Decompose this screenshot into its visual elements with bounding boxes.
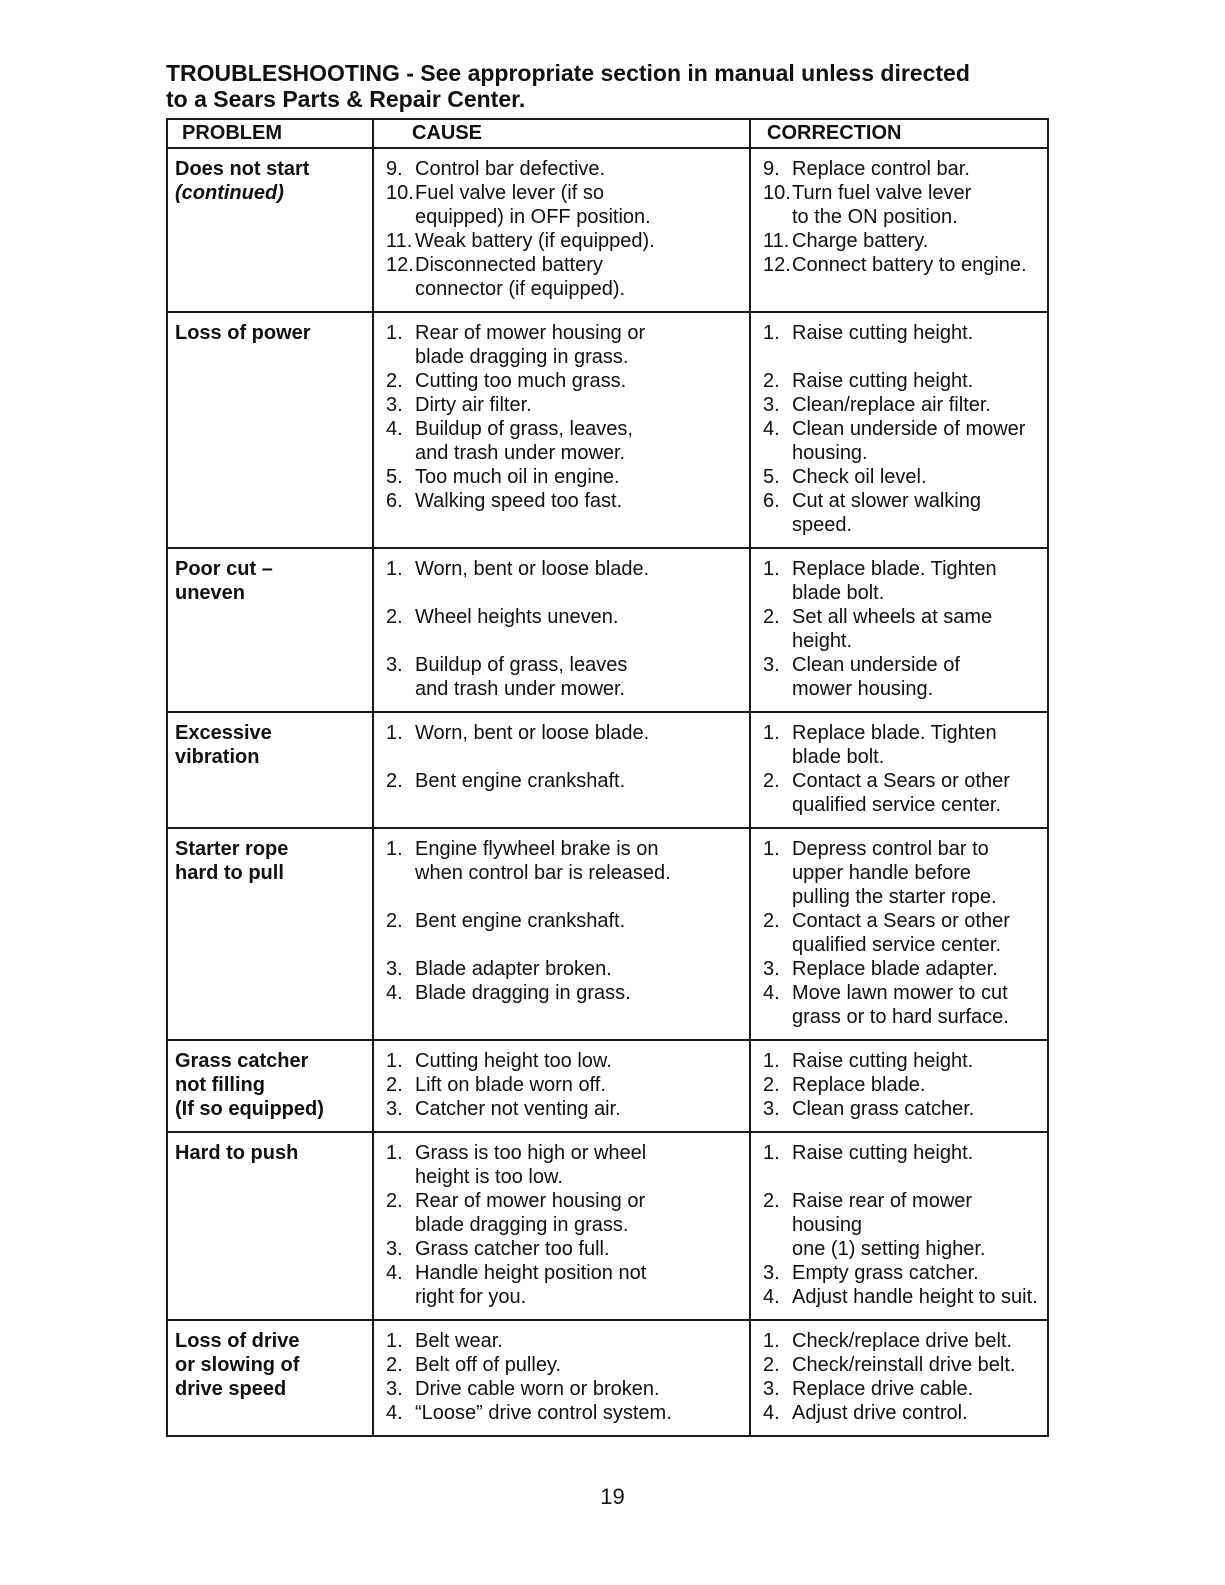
cause-item bbox=[382, 1329, 741, 1353]
item-text: Set all wheels at same bbox=[792, 606, 993, 628]
item-text: Blade dragging in grass. bbox=[415, 982, 631, 1004]
item-text: mower housing. bbox=[792, 678, 934, 700]
item-text: Adjust drive control. bbox=[792, 1402, 968, 1424]
problem-cell bbox=[167, 312, 373, 548]
problem-text: Starter rope bbox=[175, 838, 289, 860]
correction-item bbox=[759, 181, 1039, 229]
item-text: Drive cable worn or broken. bbox=[415, 1378, 660, 1400]
cause-item bbox=[382, 981, 741, 1005]
cause-list bbox=[382, 1049, 741, 1121]
item-number: 1. bbox=[763, 558, 780, 580]
cause-cell bbox=[373, 312, 750, 548]
item-text: Catcher not venting air. bbox=[415, 1098, 621, 1120]
item-text: Bent engine crankshaft. bbox=[415, 770, 626, 792]
item-text: Turn fuel valve lever bbox=[792, 182, 972, 204]
item-text: Replace control bar. bbox=[792, 158, 970, 180]
item-text: Adjust handle height to suit. bbox=[792, 1286, 1038, 1308]
cause-item bbox=[382, 557, 741, 581]
item-number: 1. bbox=[386, 558, 403, 580]
cause-item bbox=[382, 1141, 741, 1189]
item-text: Replace drive cable. bbox=[792, 1378, 974, 1400]
item-text: housing. bbox=[792, 442, 868, 464]
correction-item bbox=[759, 1261, 1039, 1285]
item-text: Charge battery. bbox=[792, 230, 929, 252]
item-number: 3. bbox=[763, 394, 780, 416]
item-number: 3. bbox=[763, 1378, 780, 1400]
correction-cell bbox=[750, 1040, 1048, 1132]
item-number: 4. bbox=[386, 1402, 403, 1424]
problem-text: Excessive bbox=[175, 722, 272, 744]
table-row bbox=[167, 712, 1048, 828]
cause-list bbox=[382, 321, 741, 513]
problem-text: uneven bbox=[175, 582, 246, 604]
item-text: Contact a Sears or other bbox=[792, 770, 1010, 792]
table-body bbox=[167, 148, 1048, 1436]
cause-item bbox=[382, 957, 741, 981]
item-text: Replace blade. Tighten bbox=[792, 722, 997, 744]
cause-item bbox=[382, 1377, 741, 1401]
correction-item bbox=[759, 981, 1039, 1029]
correction-item bbox=[759, 1353, 1039, 1377]
item-text: Clean/replace air filter. bbox=[792, 394, 991, 416]
item-number: 3. bbox=[763, 958, 780, 980]
cause-item bbox=[382, 489, 741, 513]
item-text: Replace blade adapter. bbox=[792, 958, 998, 980]
problem-text: or slowing of bbox=[175, 1354, 300, 1376]
item-number: 1. bbox=[386, 1142, 403, 1164]
cause-item bbox=[382, 769, 741, 793]
item-text: Raise rear of mower housing bbox=[792, 1190, 973, 1236]
cause-cell bbox=[373, 548, 750, 712]
item-number: 1. bbox=[386, 322, 403, 344]
problem-cell bbox=[167, 1320, 373, 1436]
correction-cell bbox=[750, 1132, 1048, 1320]
item-text: Replace blade. bbox=[792, 1074, 926, 1096]
item-text: Raise cutting height. bbox=[792, 370, 974, 392]
item-text: and trash under mower. bbox=[415, 678, 626, 700]
correction-item bbox=[759, 1189, 1039, 1261]
item-number: 12. bbox=[386, 254, 414, 276]
item-number: 11. bbox=[763, 230, 790, 252]
item-number: 4. bbox=[763, 1402, 780, 1424]
cause-item bbox=[382, 417, 741, 465]
cause-item bbox=[382, 1097, 741, 1121]
cause-item bbox=[382, 1261, 741, 1309]
cause-item bbox=[382, 605, 741, 629]
cause-cell bbox=[373, 1320, 750, 1436]
correction-item bbox=[759, 229, 1039, 253]
troubleshooting-table bbox=[166, 118, 1049, 1437]
problem-text: Poor cut – bbox=[175, 558, 273, 580]
item-text: right for you. bbox=[415, 1286, 527, 1308]
item-text: Grass catcher too full. bbox=[415, 1238, 610, 1260]
item-text: one (1) setting higher. bbox=[792, 1238, 986, 1260]
item-text: Engine flywheel brake is on bbox=[415, 838, 659, 860]
item-number: 2. bbox=[386, 910, 403, 932]
correction-item bbox=[759, 1049, 1039, 1073]
cause-list bbox=[382, 837, 741, 1005]
item-number: 2. bbox=[386, 606, 403, 628]
item-number: 2. bbox=[763, 1190, 780, 1212]
item-number: 9. bbox=[386, 158, 403, 180]
cause-cell bbox=[373, 1040, 750, 1132]
item-text: Check/replace drive belt. bbox=[792, 1330, 1013, 1352]
item-text: Check oil level. bbox=[792, 466, 927, 488]
cause-item bbox=[382, 1237, 741, 1261]
header-problem: PROBLEM bbox=[167, 119, 373, 148]
item-number: 2. bbox=[386, 1354, 403, 1376]
cause-list bbox=[382, 557, 741, 701]
item-text: grass or to hard surface. bbox=[792, 1006, 1009, 1028]
problem-cell bbox=[167, 148, 373, 312]
header-cause: CAUSE bbox=[373, 119, 750, 148]
item-number: 1. bbox=[763, 1050, 780, 1072]
item-number: 3. bbox=[386, 394, 403, 416]
correction-item bbox=[759, 1329, 1039, 1353]
item-text: Fuel valve lever (if so bbox=[415, 182, 604, 204]
item-text: Dirty air filter. bbox=[415, 394, 532, 416]
correction-item bbox=[759, 417, 1039, 465]
item-text: Lift on blade worn off. bbox=[415, 1074, 606, 1096]
problem-text: Loss of power bbox=[175, 322, 311, 344]
cause-cell bbox=[373, 148, 750, 312]
item-number: 6. bbox=[386, 490, 403, 512]
item-number: 3. bbox=[386, 1238, 403, 1260]
item-text: Empty grass catcher. bbox=[792, 1262, 979, 1284]
item-number: 2. bbox=[386, 770, 403, 792]
item-text: “Loose” drive control system. bbox=[415, 1402, 672, 1424]
problem-text: Loss of drive bbox=[175, 1330, 300, 1352]
correction-cell bbox=[750, 312, 1048, 548]
problem-text: hard to pull bbox=[175, 862, 284, 884]
item-text: blade dragging in grass. bbox=[415, 346, 629, 368]
cause-item bbox=[382, 157, 741, 181]
item-number: 1. bbox=[763, 1330, 780, 1352]
correction-cell bbox=[750, 712, 1048, 828]
cause-item bbox=[382, 1189, 741, 1237]
item-text: Belt wear. bbox=[415, 1330, 503, 1352]
correction-item bbox=[759, 1377, 1039, 1401]
cause-item bbox=[382, 721, 741, 745]
item-number: 10. bbox=[763, 182, 791, 204]
item-text: Depress control bar to bbox=[792, 838, 989, 860]
cause-item bbox=[382, 181, 741, 229]
item-number: 1. bbox=[386, 838, 403, 860]
problem-text: Hard to push bbox=[175, 1142, 299, 1164]
table-header bbox=[167, 119, 1048, 148]
problem-text: vibration bbox=[175, 746, 260, 768]
page-number: 19 bbox=[600, 1484, 625, 1509]
item-text: upper handle before bbox=[792, 862, 972, 884]
correction-item bbox=[759, 1401, 1039, 1425]
heading-line-1: TROUBLESHOOTING - See appropriate section in manual unless directed bbox=[166, 60, 970, 86]
item-text: pulling the starter rope. bbox=[792, 886, 997, 908]
item-number: 2. bbox=[386, 1190, 403, 1212]
item-number: 1. bbox=[386, 1050, 403, 1072]
cause-item bbox=[382, 253, 741, 301]
item-text: Contact a Sears or other bbox=[792, 910, 1010, 932]
table-row bbox=[167, 1040, 1048, 1132]
item-number: 4. bbox=[386, 982, 403, 1004]
item-text: Worn, bent or loose blade. bbox=[415, 558, 650, 580]
correction-list bbox=[759, 1049, 1039, 1121]
correction-item bbox=[759, 1141, 1039, 1165]
item-number: 5. bbox=[763, 466, 780, 488]
item-number: 1. bbox=[763, 1142, 780, 1164]
item-number: 1. bbox=[763, 322, 780, 344]
item-number: 5. bbox=[386, 466, 403, 488]
correction-cell bbox=[750, 548, 1048, 712]
item-number: 4. bbox=[763, 1286, 780, 1308]
item-text: Buildup of grass, leaves, bbox=[415, 418, 633, 440]
correction-item bbox=[759, 369, 1039, 393]
item-text: Rear of mower housing or bbox=[415, 1190, 646, 1212]
cause-list bbox=[382, 1141, 741, 1309]
item-text: qualified service center. bbox=[792, 934, 1002, 956]
item-text: Wheel heights uneven. bbox=[415, 606, 619, 628]
item-text: equipped) in OFF position. bbox=[415, 206, 651, 228]
item-number: 2. bbox=[763, 1074, 780, 1096]
cause-list bbox=[382, 157, 741, 301]
item-number: 2. bbox=[386, 1074, 403, 1096]
problem-text: Grass catcher bbox=[175, 1050, 309, 1072]
item-text: blade dragging in grass. bbox=[415, 1214, 629, 1236]
item-number: 6. bbox=[763, 490, 780, 512]
correction-item bbox=[759, 1073, 1039, 1097]
item-text: Clean grass catcher. bbox=[792, 1098, 975, 1120]
cause-item bbox=[382, 321, 741, 369]
problem-note: (continued) bbox=[175, 182, 284, 204]
item-text: Clean underside of mower bbox=[792, 418, 1026, 440]
item-number: 3. bbox=[386, 958, 403, 980]
heading-line-2: to a Sears Parts & Repair Center. bbox=[166, 86, 526, 112]
item-text: Cutting too much grass. bbox=[415, 370, 627, 392]
correction-item bbox=[759, 721, 1039, 769]
item-text: to the ON position. bbox=[792, 206, 958, 228]
item-number: 2. bbox=[763, 770, 780, 792]
correction-list bbox=[759, 157, 1039, 277]
item-number: 3. bbox=[386, 1378, 403, 1400]
table-row bbox=[167, 312, 1048, 548]
item-text: Belt off of pulley. bbox=[415, 1354, 562, 1376]
item-text: Disconnected battery bbox=[415, 254, 603, 276]
item-text: Weak battery (if equipped). bbox=[415, 230, 655, 252]
item-text: Replace blade. Tighten bbox=[792, 558, 997, 580]
item-text: Cutting height too low. bbox=[415, 1050, 612, 1072]
header-row bbox=[167, 119, 1048, 148]
correction-cell bbox=[750, 148, 1048, 312]
problem-cell bbox=[167, 548, 373, 712]
item-text: Connect battery to engine. bbox=[792, 254, 1027, 276]
table-row bbox=[167, 1320, 1048, 1436]
cause-item bbox=[382, 837, 741, 885]
item-text: Buildup of grass, leaves bbox=[415, 654, 628, 676]
correction-item bbox=[759, 837, 1039, 909]
page-heading bbox=[166, 60, 1066, 112]
correction-list bbox=[759, 1141, 1039, 1309]
correction-item bbox=[759, 957, 1039, 981]
item-text: Grass is too high or wheel bbox=[415, 1142, 647, 1164]
cause-item bbox=[382, 465, 741, 489]
correction-list bbox=[759, 321, 1039, 537]
item-number: 3. bbox=[763, 654, 780, 676]
item-text: connector (if equipped). bbox=[415, 278, 626, 300]
cause-item bbox=[382, 909, 741, 933]
item-number: 1. bbox=[386, 1330, 403, 1352]
item-text: height is too low. bbox=[415, 1166, 563, 1188]
cause-item bbox=[382, 1353, 741, 1377]
item-number: 9. bbox=[763, 158, 780, 180]
cause-item bbox=[382, 393, 741, 417]
table-row bbox=[167, 828, 1048, 1040]
cause-item bbox=[382, 369, 741, 393]
cause-list bbox=[382, 1329, 741, 1425]
item-number: 4. bbox=[763, 982, 780, 1004]
item-number: 10. bbox=[386, 182, 414, 204]
correction-item bbox=[759, 1285, 1039, 1309]
problem-text: drive speed bbox=[175, 1378, 287, 1400]
problem-text: not filling bbox=[175, 1074, 265, 1096]
item-number: 3. bbox=[386, 654, 403, 676]
item-text: Walking speed too fast. bbox=[415, 490, 623, 512]
item-text: Raise cutting height. bbox=[792, 1142, 974, 1164]
problem-cell bbox=[167, 1040, 373, 1132]
item-number: 1. bbox=[763, 838, 780, 860]
correction-item bbox=[759, 557, 1039, 605]
item-number: 4. bbox=[386, 1262, 403, 1284]
item-number: 3. bbox=[763, 1098, 780, 1120]
correction-list bbox=[759, 1329, 1039, 1425]
correction-list bbox=[759, 721, 1039, 817]
item-text: Blade adapter broken. bbox=[415, 958, 612, 980]
item-number: 2. bbox=[763, 910, 780, 932]
correction-cell bbox=[750, 1320, 1048, 1436]
item-number: 3. bbox=[386, 1098, 403, 1120]
item-number: 3. bbox=[763, 1262, 780, 1284]
item-text: and trash under mower. bbox=[415, 442, 626, 464]
item-text: Handle height position not bbox=[415, 1262, 647, 1284]
correction-item bbox=[759, 769, 1039, 817]
table-row bbox=[167, 1132, 1048, 1320]
correction-cell bbox=[750, 828, 1048, 1040]
correction-item bbox=[759, 909, 1039, 957]
item-text: qualified service center. bbox=[792, 794, 1002, 816]
item-text: Too much oil in engine. bbox=[415, 466, 620, 488]
problem-text: (If so equipped) bbox=[175, 1098, 324, 1120]
table-row bbox=[167, 148, 1048, 312]
item-text: Check/reinstall drive belt. bbox=[792, 1354, 1016, 1376]
correction-item bbox=[759, 605, 1039, 653]
cause-item bbox=[382, 1073, 741, 1097]
item-text: Bent engine crankshaft. bbox=[415, 910, 626, 932]
cause-cell bbox=[373, 1132, 750, 1320]
item-number: 1. bbox=[763, 722, 780, 744]
item-text: Raise cutting height. bbox=[792, 1050, 974, 1072]
item-text: blade bolt. bbox=[792, 582, 885, 604]
item-number: 2. bbox=[763, 1354, 780, 1376]
correction-item bbox=[759, 653, 1039, 701]
problem-cell bbox=[167, 712, 373, 828]
problem-cell bbox=[167, 1132, 373, 1320]
cause-list bbox=[382, 721, 741, 793]
item-text: height. bbox=[792, 630, 853, 652]
correction-item bbox=[759, 489, 1039, 537]
item-number: 1. bbox=[386, 722, 403, 744]
correction-list bbox=[759, 557, 1039, 701]
item-number: 4. bbox=[763, 418, 780, 440]
cause-item bbox=[382, 1049, 741, 1073]
correction-item bbox=[759, 1097, 1039, 1121]
item-text: when control bar is released. bbox=[415, 862, 671, 884]
item-number: 2. bbox=[386, 370, 403, 392]
correction-item bbox=[759, 253, 1039, 277]
item-number: 2. bbox=[763, 370, 780, 392]
item-text: blade bolt. bbox=[792, 746, 885, 768]
cause-item bbox=[382, 653, 741, 701]
item-text: Rear of mower housing or bbox=[415, 322, 646, 344]
item-text: Raise cutting height. bbox=[792, 322, 974, 344]
item-text: Control bar defective. bbox=[415, 158, 606, 180]
correction-item bbox=[759, 321, 1039, 345]
item-number: 2. bbox=[763, 606, 780, 628]
cause-item bbox=[382, 1401, 741, 1425]
item-number: 4. bbox=[386, 418, 403, 440]
cause-item bbox=[382, 229, 741, 253]
item-text: Move lawn mower to cut bbox=[792, 982, 1008, 1004]
item-text: Cut at slower walking speed. bbox=[792, 490, 981, 536]
correction-item bbox=[759, 465, 1039, 489]
problem-text: Does not start bbox=[175, 158, 310, 180]
header-correction: CORRECTION bbox=[750, 119, 1048, 148]
item-number: 11. bbox=[386, 230, 413, 252]
cause-cell bbox=[373, 712, 750, 828]
item-text: Worn, bent or loose blade. bbox=[415, 722, 650, 744]
problem-cell bbox=[167, 828, 373, 1040]
correction-list bbox=[759, 837, 1039, 1029]
item-text: Clean underside of bbox=[792, 654, 960, 676]
table-row bbox=[167, 548, 1048, 712]
correction-item bbox=[759, 393, 1039, 417]
cause-cell bbox=[373, 828, 750, 1040]
item-number: 12. bbox=[763, 254, 791, 276]
correction-item bbox=[759, 157, 1039, 181]
